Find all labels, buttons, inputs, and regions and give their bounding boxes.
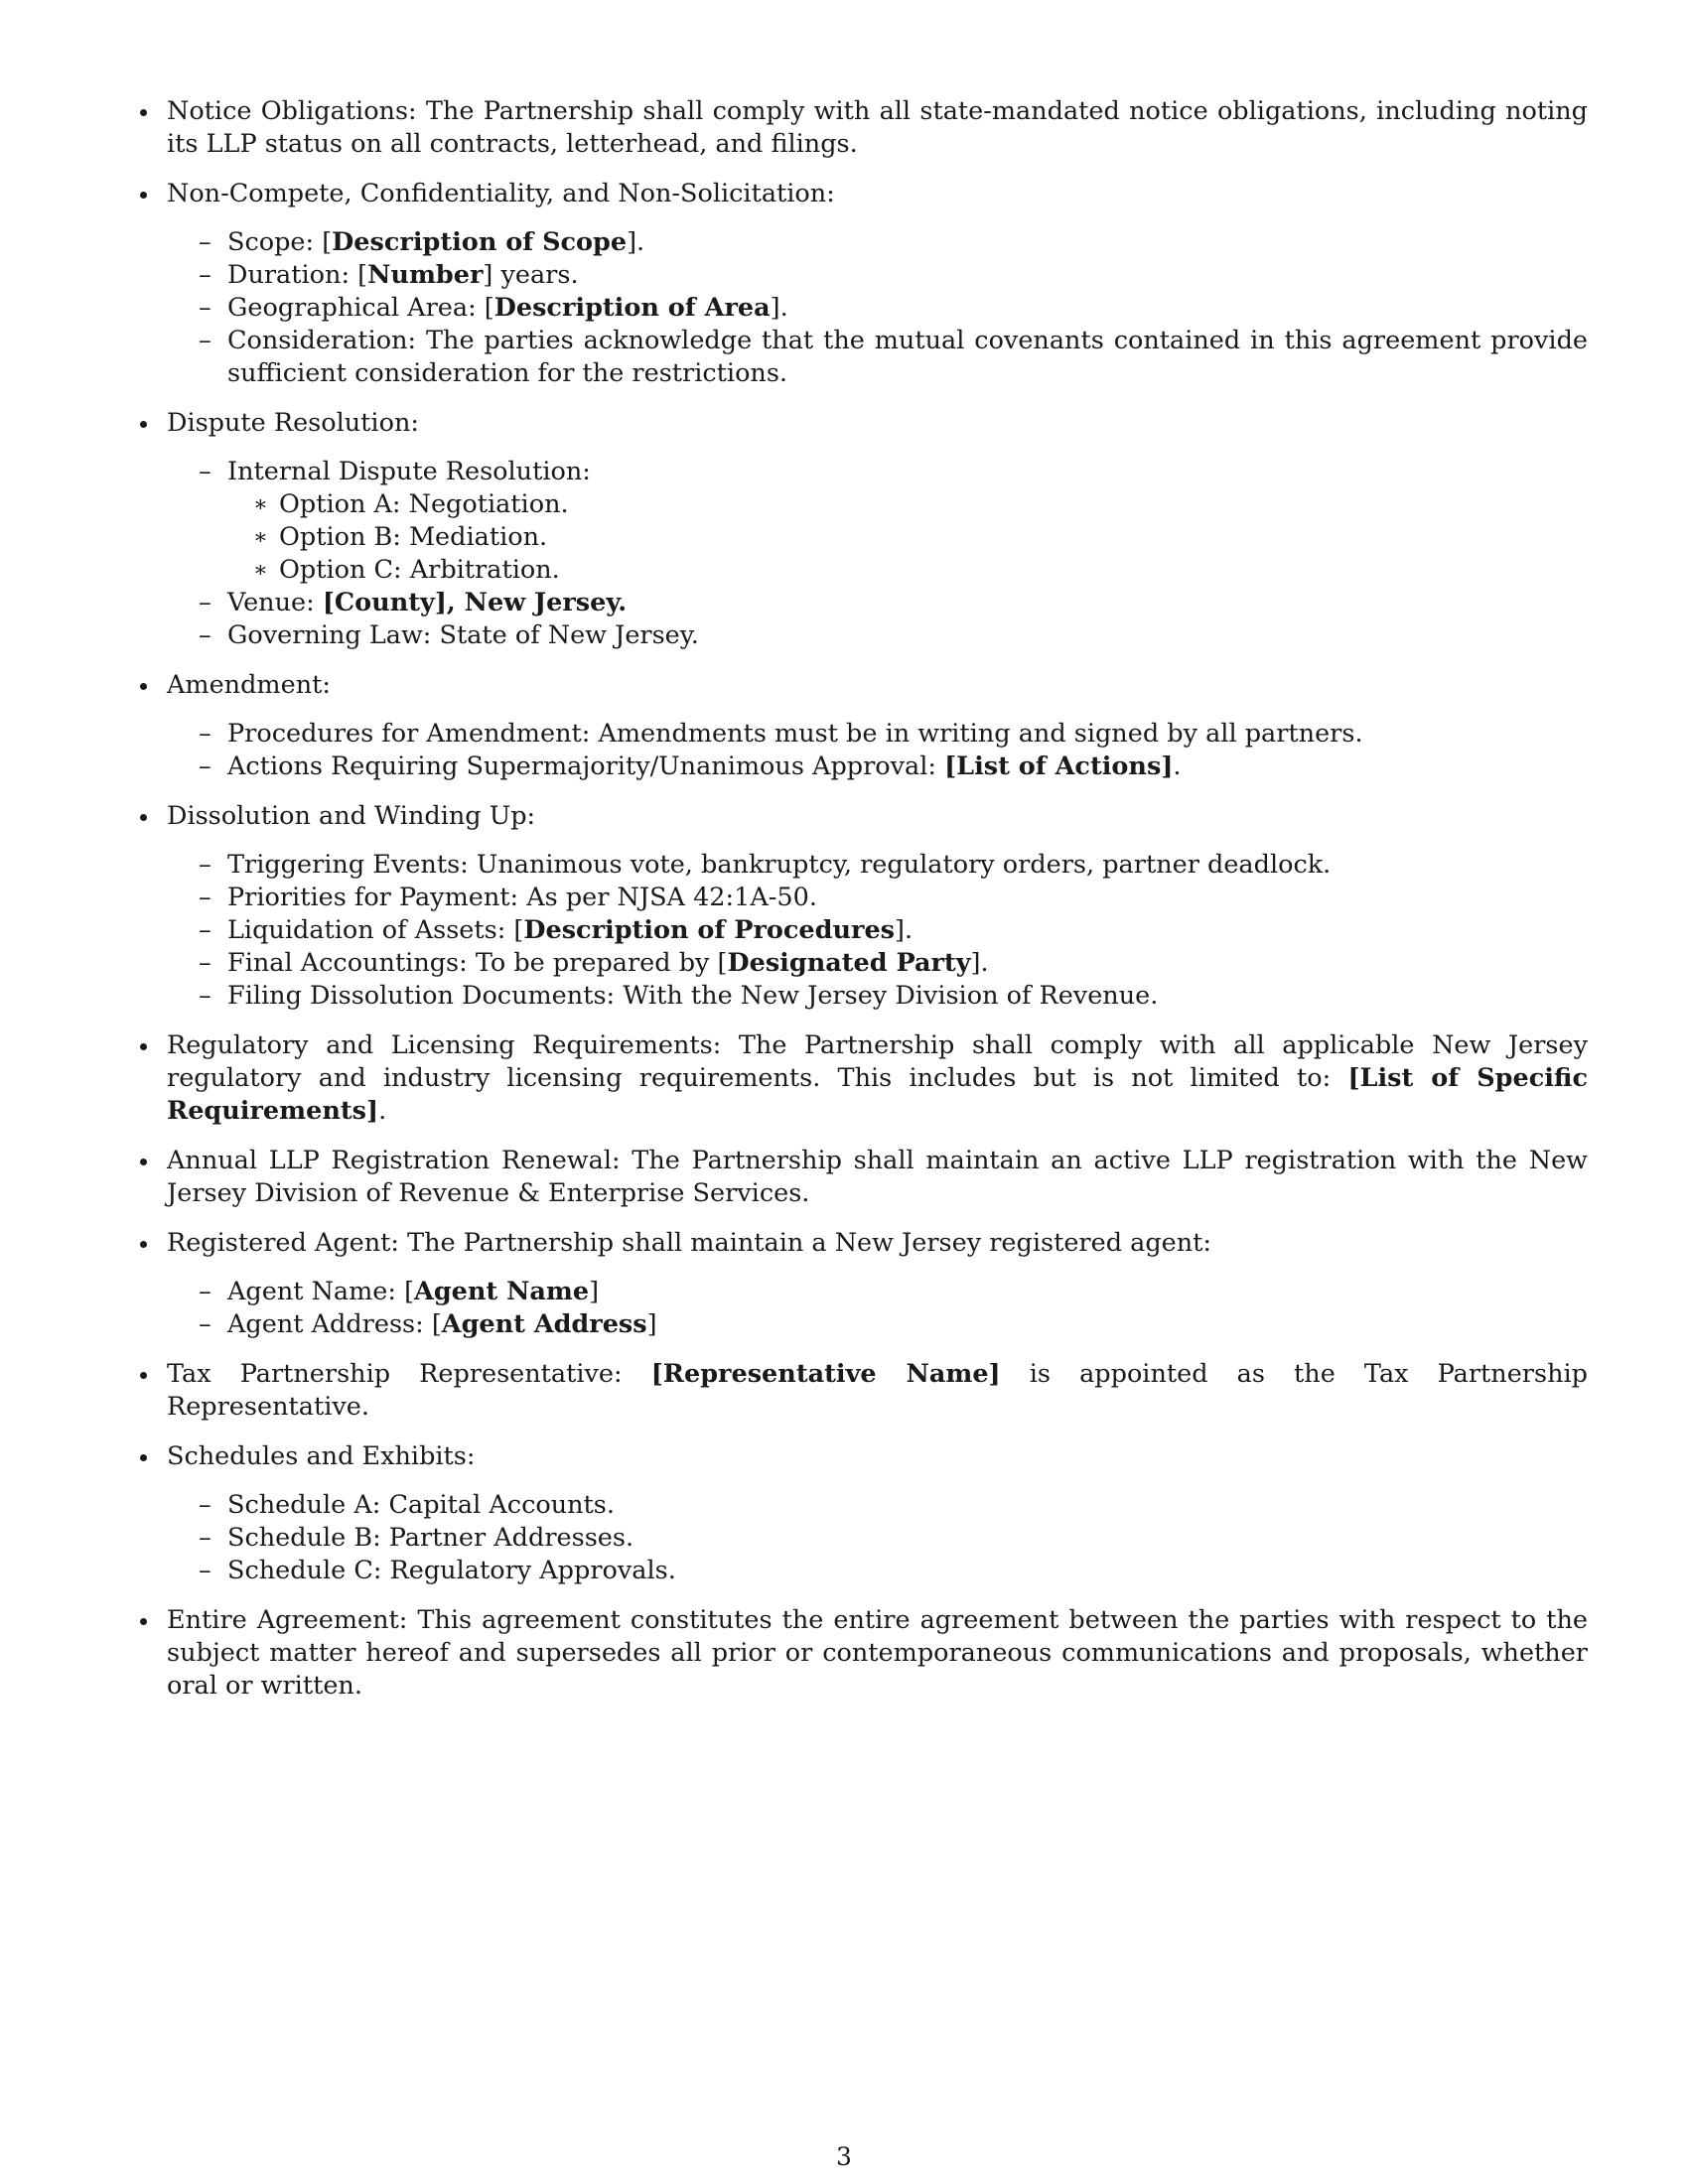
item-suffix: is appointed as the Tax Partnership Representative.: [167, 1359, 1588, 1422]
item-text: Annual LLP Registration Renewal: The Partnership shall maintain an active LLP registration with the New Jersey Division of Revenue & Enterprise Services.: [167, 1146, 1588, 1208]
subitem-prefix: Actions Requiring Supermajority/Unanimous Approval:: [227, 751, 945, 781]
item-label: Non-Compete, Confidentiality, and Non-Solicitation:: [167, 179, 835, 208]
subitem-prefix: Agent Name: [: [227, 1277, 415, 1306]
subitem-geographical-area: [167, 292, 1588, 325]
sublist: [167, 1489, 1588, 1587]
subitem-supermajority-actions: [167, 751, 1588, 783]
subitem-prefix: Scope: [: [227, 227, 333, 257]
placeholder-field: [List of Actions]: [944, 751, 1174, 781]
subitem-schedule-a: [167, 1489, 1588, 1522]
option-c: [167, 554, 1588, 587]
item-label: Schedules and Exhibits:: [167, 1441, 476, 1471]
list-item-amendment: [140, 669, 1588, 783]
list-item-notice-obligations: [140, 95, 1588, 161]
subitem-liquidation: [167, 914, 1588, 947]
subitem-suffix: ] years.: [483, 260, 579, 290]
placeholder-field: Agent Name: [414, 1277, 590, 1306]
placeholder-field: Agent Address: [441, 1309, 647, 1339]
document-body: [140, 95, 1588, 1719]
sublist: [167, 456, 1588, 652]
item-text: Notice Obligations: The Partnership shall comply with all state-mandated notice obligations, including noting its LLP status on all contracts, letterhead, and filings.: [167, 96, 1588, 159]
subitem-internal-dispute: [167, 456, 1588, 488]
subitem-text: Schedule B: Partner Addresses.: [227, 1523, 634, 1553]
subitem-prefix: Liquidation of Assets: [: [227, 915, 524, 945]
subitem-text: Procedures for Amendment: Amendments must be in writing and signed by all partners.: [227, 719, 1363, 749]
list-item-entire-agreement: [140, 1604, 1588, 1703]
item-label: Dispute Resolution:: [167, 408, 419, 438]
subitem-schedule-b: [167, 1522, 1588, 1555]
placeholder-field: Designated Party: [727, 948, 971, 978]
subitem-agent-name: [167, 1276, 1588, 1308]
subitem-governing-law: [167, 619, 1588, 652]
subitem-consideration: [167, 325, 1588, 390]
item-text: Entire Agreement: This agreement constitutes the entire agreement between the parties with respect to the subject matter hereof and supersedes all prior or contemporaneous communications and proposals, whether oral or written.: [167, 1605, 1588, 1701]
sublist: [167, 718, 1588, 783]
subitem-prefix: Duration: [: [227, 260, 368, 290]
item-text: Tax Partnership Representative:: [167, 1359, 651, 1389]
option-a: [167, 488, 1588, 521]
subitem-prefix: Geographical Area: [: [227, 293, 494, 323]
placeholder-field: Description of Scope: [332, 227, 628, 257]
subitem-text: Priorities for Payment: As per NJSA 42:1A-50.: [227, 883, 817, 912]
subitem-text: Triggering Events: Unanimous vote, bankruptcy, regulatory orders, partner deadlock.: [227, 850, 1332, 880]
subitem-duration: [167, 259, 1588, 292]
item-label: Dissolution and Winding Up:: [167, 801, 536, 831]
subitem-priorities: [167, 882, 1588, 914]
subitem-text: Consideration: The parties acknowledge that the mutual covenants contained in this agreement provide sufficient consideration for the restrictions.: [227, 326, 1588, 388]
subitem-venue: [167, 587, 1588, 619]
subitem-text: Governing Law: State of New Jersey.: [227, 620, 699, 650]
item-label: Registered Agent: The Partnership shall maintain a New Jersey registered agent:: [167, 1228, 1212, 1258]
page-number: 3: [836, 2142, 852, 2171]
subitem-text: Schedule C: Regulatory Approvals.: [227, 1556, 676, 1585]
subitem-text: Schedule A: Capital Accounts.: [227, 1490, 615, 1520]
placeholder-field: Description of Area: [493, 293, 771, 323]
list-item-dispute-resolution: [140, 407, 1588, 652]
subitem-text: Filing Dissolution Documents: With the New Jersey Division of Revenue.: [227, 981, 1159, 1011]
list-item-registered-agent: [140, 1227, 1588, 1341]
item-label: Amendment:: [167, 670, 331, 700]
subitem-schedule-c: [167, 1555, 1588, 1587]
list-item-non-compete: [140, 178, 1588, 390]
placeholder-field: [List of Specific Requirements]: [167, 1063, 1588, 1126]
list-item-schedules: [140, 1440, 1588, 1587]
list-item-tax-representative: [140, 1358, 1588, 1424]
list-item-dissolution: [140, 800, 1588, 1013]
subitem-prefix: Final Accountings: To be prepared by [: [227, 948, 728, 978]
subitem-suffix: ]: [646, 1309, 657, 1339]
subitem-triggering-events: [167, 849, 1588, 882]
subitem-suffix: ].: [770, 293, 788, 323]
list-item-registration-renewal: [140, 1145, 1588, 1210]
list-item-regulatory: [140, 1029, 1588, 1128]
item-suffix: .: [378, 1096, 387, 1126]
sublist: [167, 1276, 1588, 1341]
subitem-procedures: [167, 718, 1588, 751]
sublist: [167, 849, 1588, 1013]
option-b: [167, 521, 1588, 554]
subitem-filing-dissolution: [167, 980, 1588, 1013]
subitem-text: Internal Dispute Resolution:: [227, 457, 591, 486]
subitem-prefix: Venue:: [227, 588, 323, 617]
subitem-final-accountings: [167, 947, 1588, 980]
placeholder-field: Number: [367, 260, 484, 290]
subitem-prefix: Agent Address: [: [227, 1309, 442, 1339]
subitem-suffix: ].: [627, 227, 645, 257]
subitem-suffix: ].: [895, 915, 914, 945]
sublist: [167, 226, 1588, 390]
placeholder-field: [County], New Jersey.: [322, 588, 628, 617]
subitem-suffix: .: [1173, 751, 1182, 781]
option-text: Option B: Mediation.: [279, 522, 548, 552]
subitem-suffix: ].: [970, 948, 989, 978]
option-text: Option C: Arbitration.: [279, 555, 560, 585]
placeholder-field: [Representative Name]: [650, 1359, 1001, 1389]
subitem-scope: [167, 226, 1588, 259]
subitem-agent-address: [167, 1308, 1588, 1341]
item-text: Regulatory and Licensing Requirements: The Partnership shall comply with all applicable New Jersey regulatory and industry licensing requirements. This includes but is not limited to:: [167, 1030, 1588, 1093]
option-text: Option A: Negotiation.: [279, 489, 569, 519]
subitem-suffix: ]: [589, 1277, 600, 1306]
placeholder-field: Description of Procedures: [523, 915, 896, 945]
